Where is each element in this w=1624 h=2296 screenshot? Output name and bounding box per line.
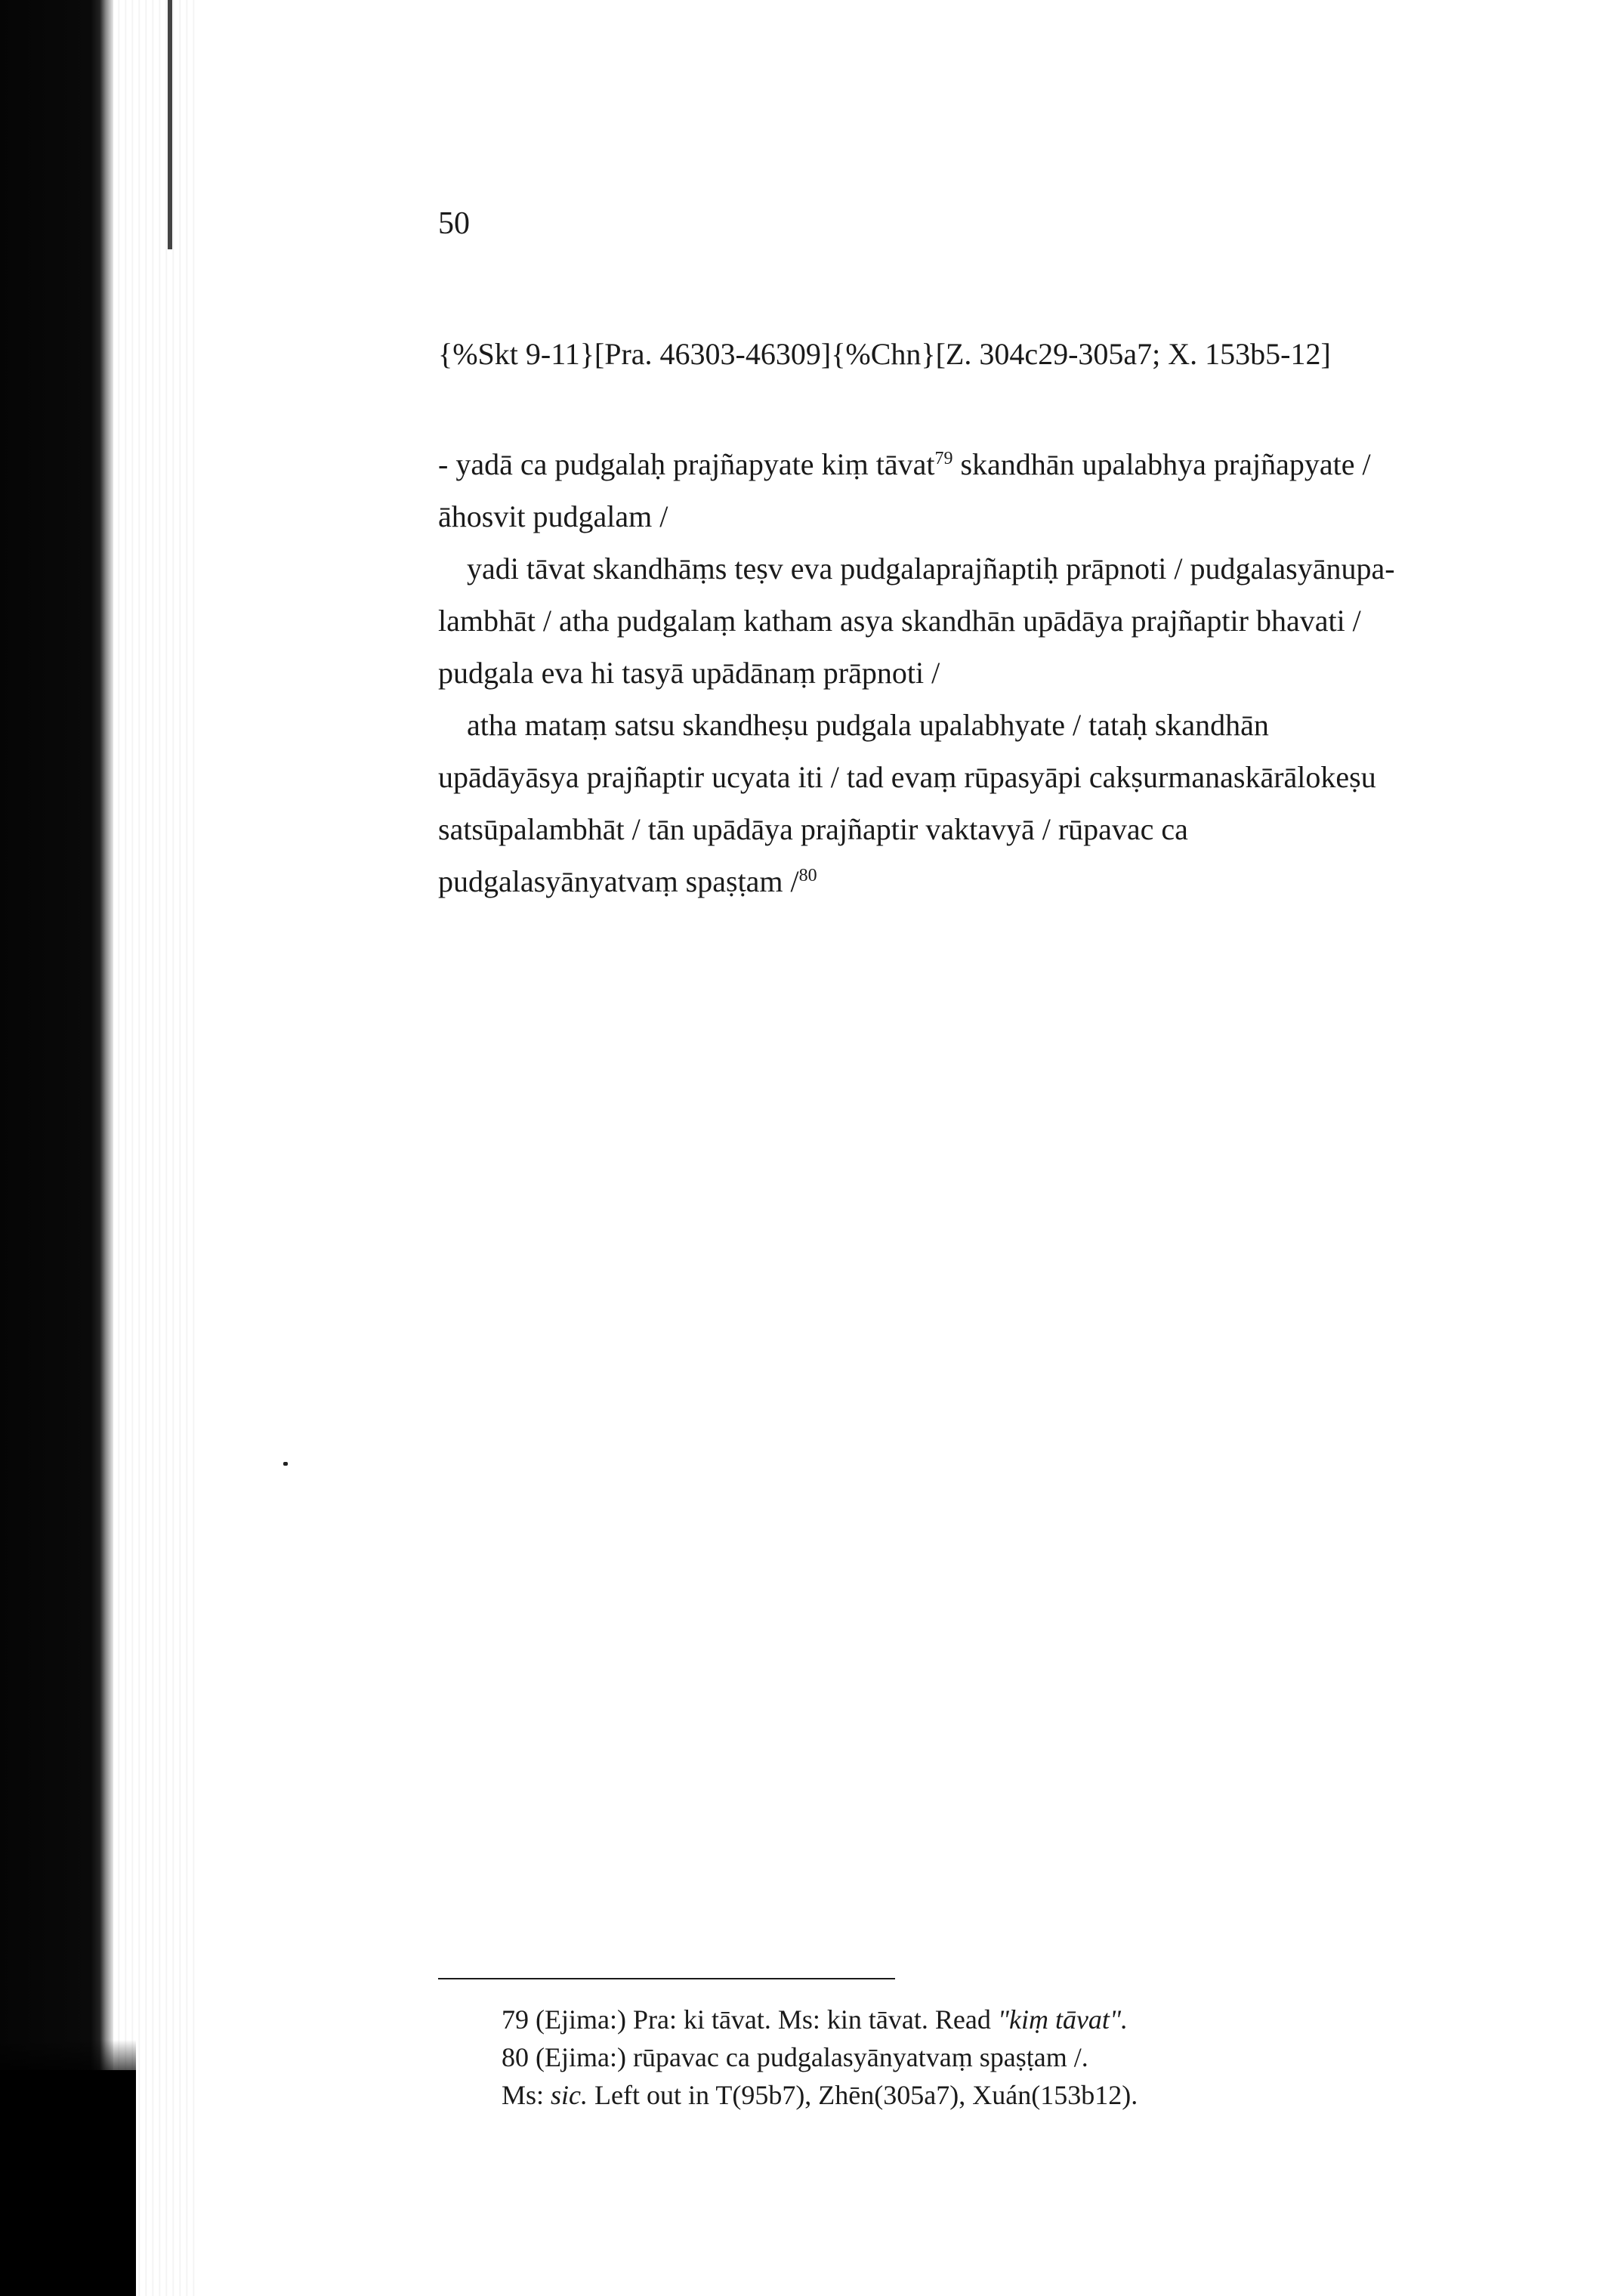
- body-line-6: atha mataṃ satsu skandheṣu pudgala upalabhyate / tataḥ skandhān: [467, 708, 1269, 742]
- reference-line: {%Skt 9-11}[Pra. 46303-46309]{%Chn}[Z. 304c29-305a7; X. 153b5-12]: [438, 337, 1331, 371]
- body-line-5: pudgala eva hi tasyā upādānaṃ prāpnoti /: [438, 656, 940, 690]
- footnote-ref-79: 79: [934, 449, 953, 468]
- footnotes: [502, 2001, 1138, 2114]
- body-line-2: āhosvit pudgalam /: [438, 499, 668, 533]
- body-text: [438, 438, 1518, 907]
- footnote-ref-80: 80: [798, 866, 817, 885]
- body-line-4: lambhāt / atha pudgalaṃ katham asya skandhān upādāya prajñaptir bhavati /: [438, 604, 1361, 638]
- scan-binding-edge: [0, 0, 113, 2296]
- footnote-80: 80 (Ejima:) rūpavac ca pudgalasyānyatvaṃ spaṣṭam /.: [502, 2042, 1088, 2072]
- scan-binding-bottom: [0, 2070, 136, 2296]
- footnote-79: 79 (Ejima:) Pra: ki tāvat. Ms: kin tāvat. Read "kiṃ tāvat".: [502, 2004, 1128, 2035]
- footnote-80-cont: Ms: sic. Left out in T(95b7), Zhēn(305a7), Xuán(153b12).: [502, 2080, 1138, 2110]
- body-line-9: pudgalasyānyatvaṃ spaṣṭam /$^{80}$: [438, 864, 817, 898]
- scan-binding-line: [168, 0, 172, 249]
- body-line-3: yadi tāvat skandhāṃs teṣv eva pudgalaprajñaptiḥ prāpnoti / pudgalasyānupa-: [467, 552, 1395, 586]
- body-line-7: upādāyāsya prajñaptir ucyata iti / tad evaṃ rūpasyāpi cakṣurmanaskārālokeṣu: [438, 760, 1376, 794]
- page-number: 50: [438, 206, 470, 241]
- body-line-1: - yadā ca pudgalaḥ prajñapyate kiṃ tāvat$^{79}$ skandhān upalabhya prajñapyate /: [438, 447, 1371, 481]
- footnote-rule: [438, 1978, 895, 1979]
- body-line-8: satsūpalambhāt / tān upādāya prajñaptir vaktavyā / rūpavac ca: [438, 812, 1188, 846]
- scan-binding-streaks: [113, 0, 196, 2296]
- scan-speck: [283, 1462, 288, 1466]
